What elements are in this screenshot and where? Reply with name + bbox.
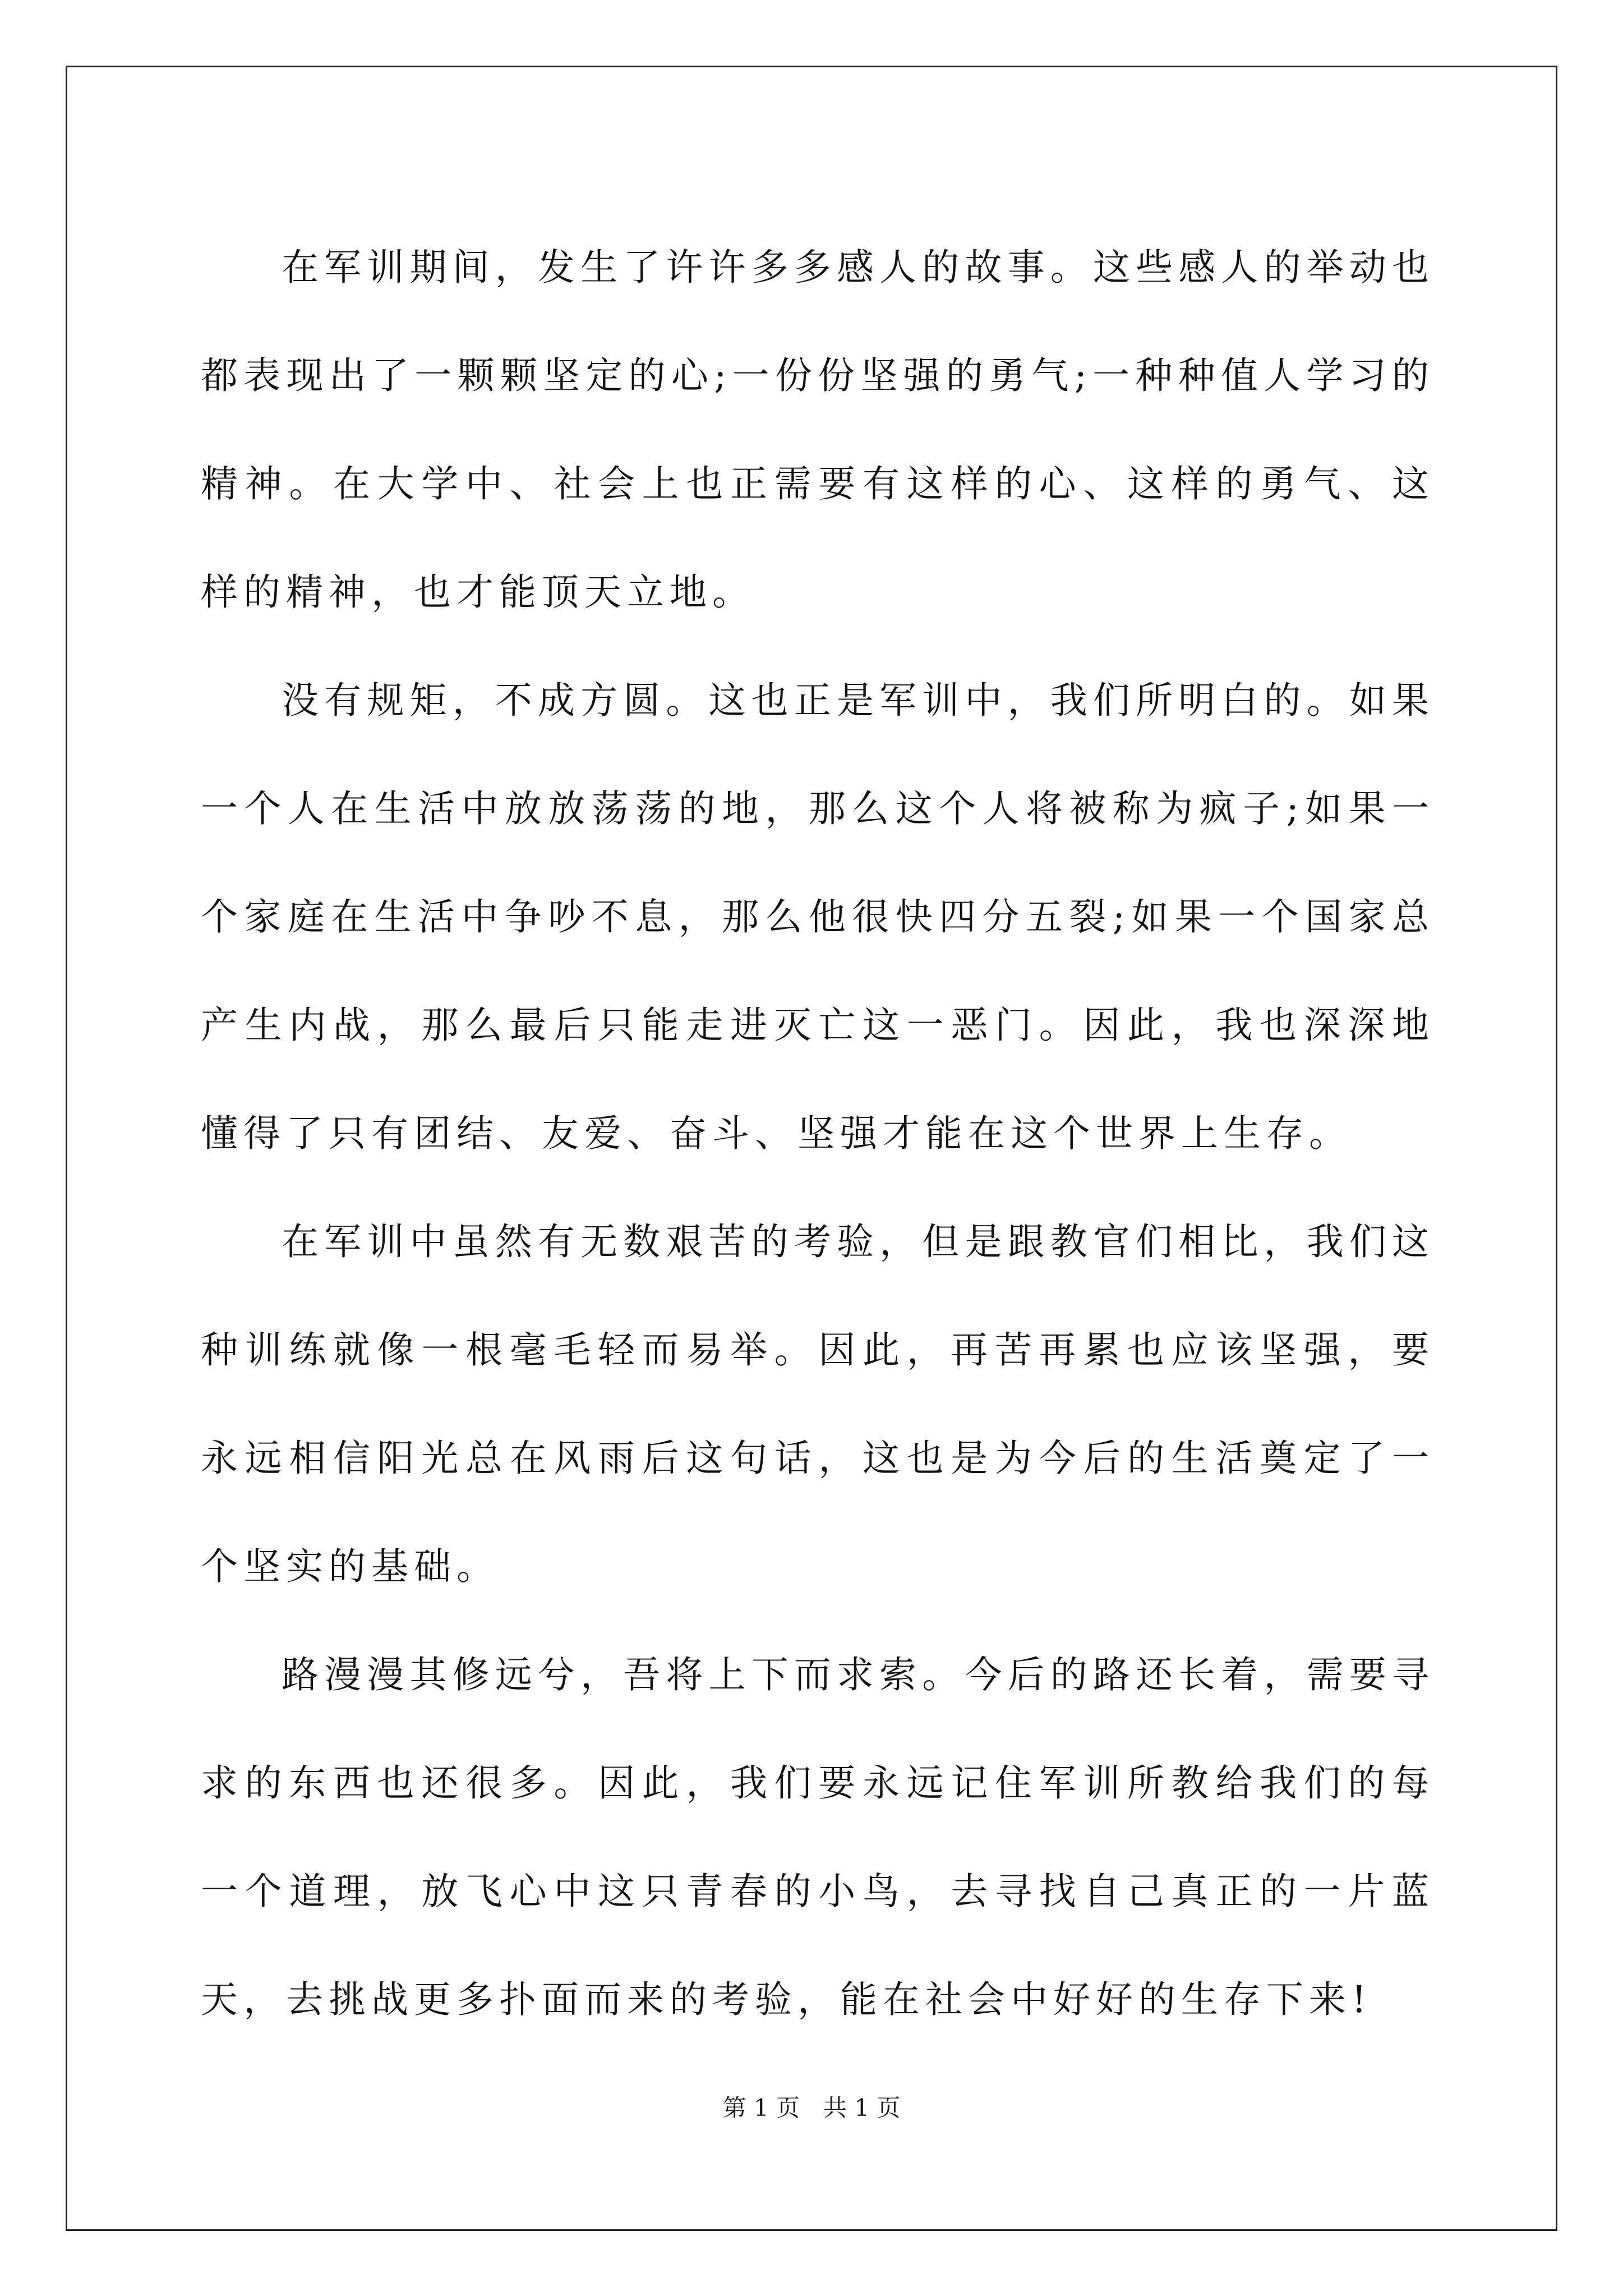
document-body [201,213,1435,2054]
paragraph-3: 在军训中虽然有无数艰苦的考验，但是跟教官们相比，我们这种训练就像一根毫毛轻而易举。因此，再苦再累也应该坚强，要永远相信阳光总在风雨后这句话，这也是为今后的生活奠定了一个坚实的基础。 [201,1220,1435,1588]
paragraph-1: 在军训期间，发生了许许多多感人的故事。这些感人的举动也都表现出了一颗颗坚定的心;一份份坚强的勇气;一种种值人学习的精神。在大学中、社会上也正需要有这样的心、这样的勇气、这样的精神，也才能顶天立地。 [201,246,1435,614]
paragraph-4: 路漫漫其修远兮，吾将上下而求索。今后的路还长着，需要寻求的东西也还很多。因此，我们要永远记住军训所教给我们的每一个道理，放飞心中这只青春的小鸟，去寻找自己真正的一片蓝天，去挑战更多扑面而来的考验，能在社会中好好的生存下来! [201,1653,1435,2021]
paragraph-2: 没有规矩，不成方圆。这也正是军训中，我们所明白的。如果一个人在生活中放放荡荡的地，那么这个人将被称为疯子;如果一个家庭在生活中争吵不息，那么他很快四分五裂;如果一个国家总产生内战，那么最后只能走进灭亡这一恶门。因此，我也深深地懂得了只有团结、友爱、奋斗、坚强才能在这个世界上生存。 [201,679,1435,1155]
page-number-footer: 第 1 页 共 1 页 [722,2094,901,2122]
